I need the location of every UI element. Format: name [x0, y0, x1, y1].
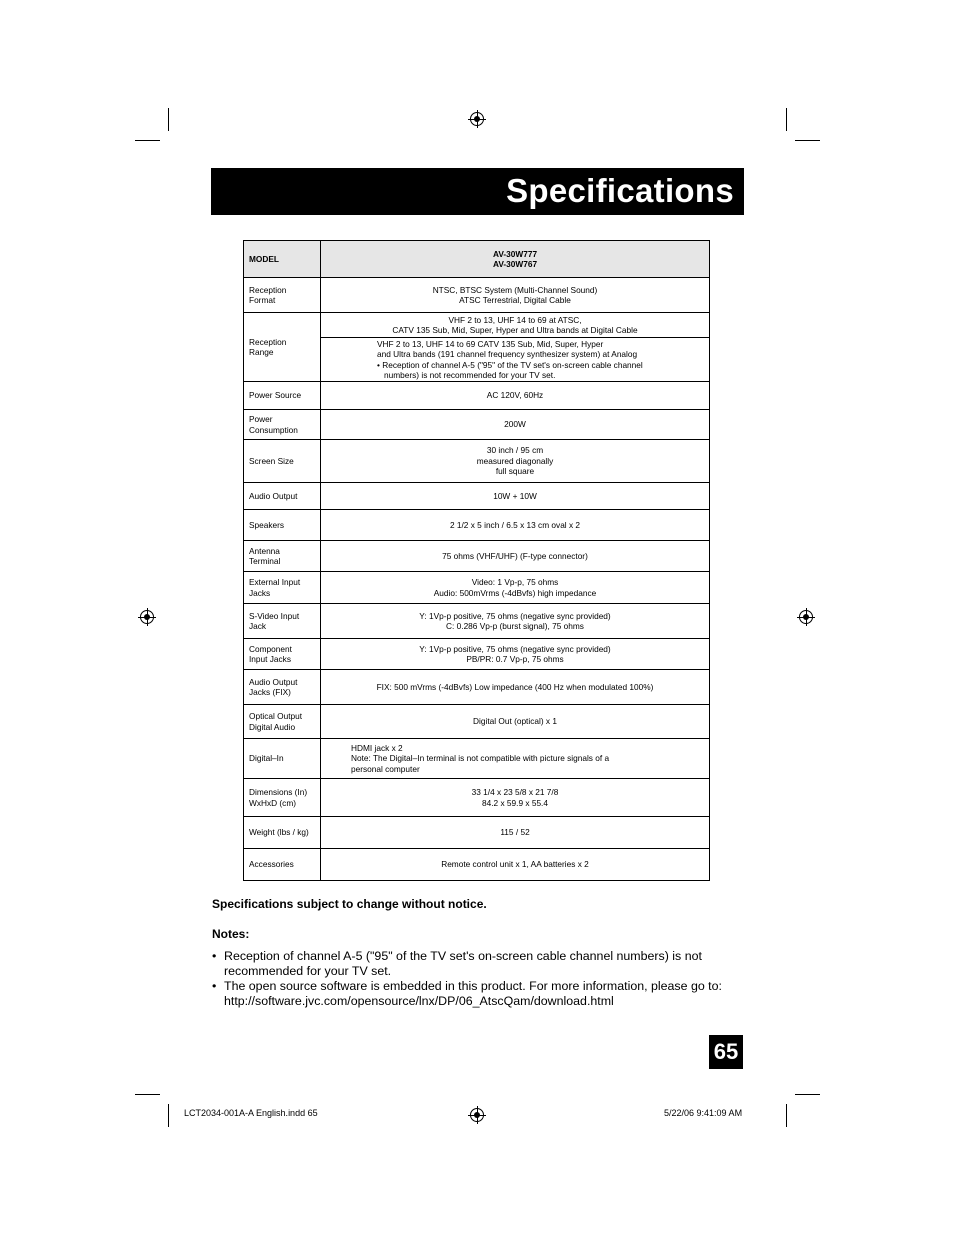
spec-value: 200W [321, 410, 710, 440]
spec-value-atsc: VHF 2 to 13, UHF 14 to 69 at ATSC, CATV 135 Sub, Mid, Super, Hyper and Ultra bands at Digital Cable [321, 313, 710, 338]
spec-label: Dimensions (In) WxHxD (cm) [244, 779, 321, 817]
spec-label: Antenna Terminal [244, 541, 321, 572]
spec-value: NTSC, BTSC System (Multi-Channel Sound) ATSC Terrestrial, Digital Cable [321, 278, 710, 313]
spec-label: Screen Size [244, 440, 321, 483]
title-bar [211, 168, 744, 215]
page-title: Specifications [506, 172, 734, 209]
spec-value: 115 / 52 [321, 817, 710, 849]
table-row [244, 278, 710, 313]
table-row [244, 849, 710, 881]
model-values [321, 241, 710, 278]
spec-label: Reception Range [244, 313, 321, 382]
spec-label: Reception Format [244, 278, 321, 313]
model-name: AV-30W767 [492, 259, 538, 269]
table-row [244, 639, 710, 670]
crop-mark [795, 1094, 820, 1095]
spec-label: Audio Output [244, 483, 321, 510]
spec-value: 30 inch / 95 cm measured diagonally full square [321, 440, 710, 483]
spec-value: Y: 1Vp-p positive, 75 ohms (negative sync provided) PB/PR: 0.7 Vp-p, 75 ohms [321, 639, 710, 670]
crop-mark [135, 140, 160, 141]
spec-label: Audio Output Jacks (FIX) [244, 670, 321, 705]
spec-label: External Input Jacks [244, 572, 321, 604]
crop-mark [795, 140, 820, 141]
slug-date: 5/22/06 9:41:09 AM [664, 1108, 743, 1118]
model-name: AV-30W777 [492, 248, 538, 259]
spec-value: 33 1/4 x 23 5/8 x 21 7/8 84.2 x 59.9 x 55.4 [321, 779, 710, 817]
table-row [244, 313, 710, 338]
spec-label: Speakers [244, 510, 321, 541]
table-row [244, 541, 710, 572]
spec-value: Remote control unit x 1, AA batteries x 2 [321, 849, 710, 881]
crop-mark [168, 108, 169, 131]
table-row [244, 670, 710, 705]
spec-label: Weight (lbs / kg) [244, 817, 321, 849]
spec-value: Y: 1Vp-p positive, 75 ohms (negative sync provided) C: 0.286 Vp-p (burst signal), 75 ohms [321, 604, 710, 639]
page-number: 65 [709, 1035, 743, 1069]
note-item: • The open source software is embedded in this product. For more information, please go to: http://software.jvc.com/opensource/lnx/DP/06_AtscQam/download.html [212, 979, 722, 1008]
crop-mark [135, 1094, 160, 1095]
registration-mark-icon [470, 112, 484, 126]
table-row [244, 510, 710, 541]
notes-heading: Notes: [212, 927, 250, 941]
table-header-row [244, 241, 710, 278]
spec-label: S-Video Input Jack [244, 604, 321, 639]
spec-value-analog: VHF 2 to 13, UHF 14 to 69 CATV 135 Sub, Mid, Super, Hyper and Ultra bands (191 channel frequency synthesizer system) at Analog • Reception of channel A-5 ("95" of the TV set's on-screen cable channel numbers) is not recommended for your TV set. [321, 338, 710, 382]
slug-filename: LCT2034-001A-A English.indd 65 [184, 1108, 318, 1118]
spec-label: Power Source [244, 382, 321, 410]
spec-value: 2 1/2 x 5 inch / 6.5 x 13 cm oval x 2 [321, 510, 710, 541]
spec-value: 75 ohms (VHF/UHF) (F-type connector) [321, 541, 710, 572]
model-label: MODEL [244, 241, 321, 278]
spec-label: Optical Output Digital Audio [244, 705, 321, 739]
specifications-table [243, 240, 710, 881]
table-row [244, 604, 710, 639]
table-row [244, 440, 710, 483]
registration-mark-icon [799, 610, 813, 624]
spec-label: Accessories [244, 849, 321, 881]
bullet-icon: • [212, 949, 217, 963]
crop-mark [786, 108, 787, 131]
registration-mark-icon [140, 610, 154, 624]
table-row [244, 410, 710, 440]
crop-mark [786, 1104, 787, 1127]
note-item: • Reception of channel A-5 ("95" of the TV set's on-screen cable channel numbers) is not recommended for your TV set. [212, 949, 702, 978]
spec-label: Component Input Jacks [244, 639, 321, 670]
table-row [244, 483, 710, 510]
spec-value: Video: 1 Vp-p, 75 ohms Audio: 500mVrms (-4dBvfs) high impedance [321, 572, 710, 604]
table-row [244, 705, 710, 739]
table-row [244, 779, 710, 817]
crop-mark [168, 1104, 169, 1127]
spec-value: HDMI jack x 2 Note: The Digital–In terminal is not compatible with picture signals of a personal computer [321, 739, 710, 779]
table-row [244, 382, 710, 410]
table-row [244, 739, 710, 779]
change-notice: Specifications subject to change without notice. [212, 897, 487, 911]
spec-value: AC 120V, 60Hz [321, 382, 710, 410]
table-row [244, 572, 710, 604]
spec-label: Power Consumption [244, 410, 321, 440]
spec-value: Digital Out (optical) x 1 [321, 705, 710, 739]
bullet-icon: • [212, 979, 217, 993]
spec-value: FIX: 500 mVrms (-4dBvfs) Low impedance (400 Hz when modulated 100%) [321, 670, 710, 705]
registration-mark-icon [470, 1108, 484, 1122]
spec-label: Digital–In [244, 739, 321, 779]
spec-value: 10W + 10W [321, 483, 710, 510]
table-row [244, 817, 710, 849]
